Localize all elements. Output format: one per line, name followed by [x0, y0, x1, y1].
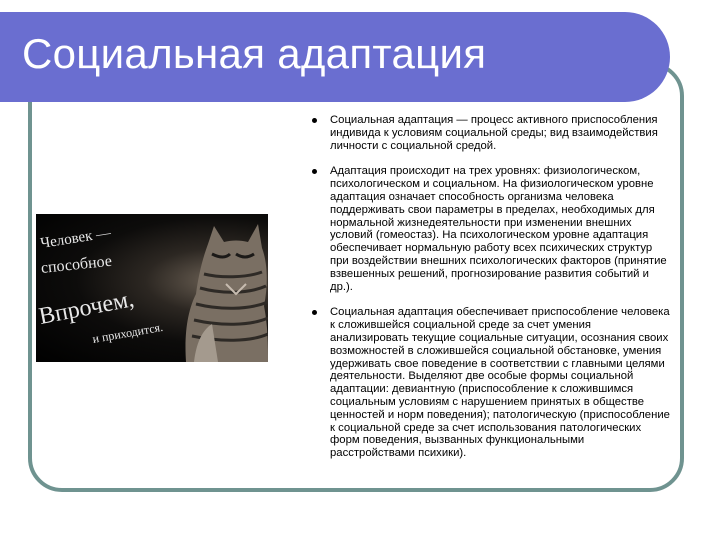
bullet-item — [300, 114, 670, 152]
slide-title: Социальная адаптация — [22, 30, 487, 77]
caption-line-3: Впрочем, — [36, 286, 137, 331]
bullet-text: Социальная адаптация — процесс активного приспособления индивида к условиям социальной среды; вид взаимодействия личности с социальной средой. — [330, 114, 658, 152]
caption-line-2: способное — [40, 252, 113, 278]
cat-photo — [36, 214, 268, 362]
bullet-item — [300, 165, 670, 293]
bullet-text: Адаптация происходит на трех уровнях: физиологическом, психологическом и социальном. На физиологическом уровне адаптация означает способность организма человека поддерживать свои параметры в пределах, необходимых для нормальной жизнедеятельности при изменении внешних условий (гомеостаз). На психологическом уровне адаптация обеспечивает нормальную работу всех психических структур при воздействии внешних психологических факторов (принятие взвешенных решений, прогнозирование развития событий и др.). — [330, 165, 667, 293]
caption-line-1: Человек — — [39, 225, 113, 253]
caption-line-4: и приходится. — [91, 319, 164, 347]
bullet-list — [300, 114, 670, 473]
bullet-dot-icon — [312, 118, 317, 123]
bullet-item — [300, 306, 670, 460]
bullet-dot-icon — [312, 310, 317, 315]
title-underline — [0, 94, 640, 97]
bullet-dot-icon — [312, 169, 317, 174]
bullet-text: Социальная адаптация обеспечивает приспособление человека к сложившейся социальной среде за счет умения анализировать текущие социальные ситуации, осознания своих возможностей в сложившейся социальной обстановке, умения удерживать свое поведение в соответствии с главными целями деятельности. Выделяют две особые формы социальной адаптации: девиантную (приспособление к сложившимся социальным условиям с нарушением принятых в обществе ценностей и норм поведения); патологическую (приспособление к социальной среде за счет использования патологических форм поведения, вызванных функциональными расстройствами психики). — [330, 306, 670, 460]
